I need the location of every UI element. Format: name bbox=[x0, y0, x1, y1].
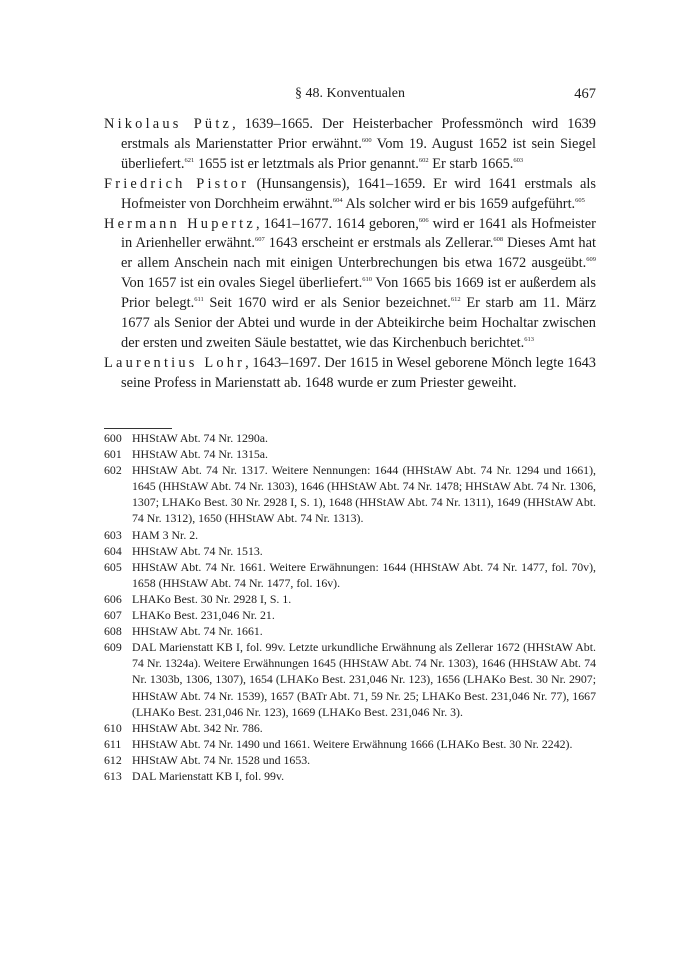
footnote bbox=[104, 736, 596, 752]
footnote bbox=[104, 430, 596, 446]
entry-text: , 1641–1677. 1614 geboren, bbox=[255, 215, 419, 232]
footnote bbox=[104, 527, 596, 543]
entry-text: Er starb 1665. bbox=[428, 155, 514, 172]
entry-text: , 1643–1697. Der 1615 in Wesel geborene Mönch legte 1643 seine Profess in Marienstatt ab. 1648 wurde er zum Priester geweiht. bbox=[121, 354, 596, 391]
footnote-ref: 603 bbox=[513, 156, 524, 164]
footnote-number: 612 bbox=[104, 752, 122, 767]
footnote bbox=[104, 639, 596, 719]
footnote-text: LHAKo Best. 30 Nr. 2928 I, S. 1. bbox=[132, 591, 292, 606]
footnote bbox=[104, 559, 596, 591]
entry-text: Von 1665 bis 1669 ist er außerdem als Prior belegt. bbox=[121, 275, 596, 312]
footnote-text: HHStAW Abt. 74 Nr. 1490 und 1661. Weitere Erwähnung 1666 (LHAKo Best. 30 Nr. 2242). bbox=[132, 736, 573, 751]
footnotes bbox=[104, 430, 596, 784]
footnote-ref: 600 bbox=[361, 136, 372, 144]
footnote-number: 610 bbox=[104, 720, 122, 735]
entry bbox=[104, 354, 596, 394]
footnote bbox=[104, 752, 596, 768]
entry-text: 1655 ist er letztmals als Prior genannt. bbox=[194, 155, 419, 172]
footnote-divider bbox=[104, 428, 172, 429]
footnote-ref: 607 bbox=[255, 236, 265, 244]
entry-text: Seit 1670 wird er als Senior bezeichnet. bbox=[203, 295, 451, 312]
footnote-number: 611 bbox=[104, 736, 122, 751]
footnote-ref: 610 bbox=[362, 276, 372, 284]
entry-text: Vom 19. August 1652 ist sein Siegel überliefert. bbox=[121, 135, 596, 172]
footnote bbox=[104, 768, 596, 784]
footnote-number: 601 bbox=[104, 447, 122, 462]
main-text bbox=[104, 115, 596, 394]
footnote-ref: 611 bbox=[194, 296, 204, 304]
footnote-ref: 602 bbox=[418, 156, 429, 164]
footnote-number: 603 bbox=[104, 527, 122, 542]
footnote-ref: 604 bbox=[332, 196, 343, 204]
entry-text: 1643 erscheint er erstmals als Zellerar. bbox=[264, 235, 494, 252]
footnote-ref: 621 bbox=[184, 156, 195, 164]
entry-name: Laurentius Lohr bbox=[104, 354, 246, 371]
entry-name: Friedrich Pistor bbox=[104, 175, 250, 192]
footnote-ref: 609 bbox=[586, 256, 596, 264]
footnote-ref: 613 bbox=[524, 335, 534, 343]
footnote-text: LHAKo Best. 231,046 Nr. 21. bbox=[132, 608, 275, 623]
footnote bbox=[104, 607, 596, 623]
footnote bbox=[104, 462, 596, 526]
entry-name: Nikolaus Pütz bbox=[104, 116, 233, 132]
footnote bbox=[104, 543, 596, 559]
footnote-number: 606 bbox=[104, 591, 122, 606]
entry-text: , 1639–1665. Der Heisterbacher Professmönch wird 1639 erstmals als Marienstatter Prior erwähnt. bbox=[121, 116, 596, 152]
footnote-text: HHStAW Abt. 74 Nr. 1315a. bbox=[132, 447, 269, 462]
footnote-number: 608 bbox=[104, 624, 122, 639]
entry bbox=[104, 175, 596, 215]
entry-text: wird er 1641 als Hofmeister in Arienheller erwähnt. bbox=[121, 215, 596, 252]
footnote bbox=[104, 591, 596, 607]
footnote-number: 613 bbox=[104, 768, 122, 783]
footnote-text: HHStAW Abt. 74 Nr. 1661. Weitere Erwähnungen: 1644 (HHStAW Abt. 74 Nr. 1477, fol. 70v), 1658 (HHStAW Abt. 74 Nr. 1477, fol. 16v). bbox=[132, 559, 596, 590]
footnote-text: HHStAW Abt. 74 Nr. 1317. Weitere Nennungen: 1644 (HHStAW Abt. 74 Nr. 1294 und 1661), 1645 (HHStAW Abt. 74 Nr. 1303), 1646 (HHStAW Abt. 74 Nr. 1478; HHStAW Abt. 74 Nr. 1306, 1307; LHAKo Best. 30 Nr. 2928 I, S. 1), 1648 (HHStAW Abt. 74 Nr. 1311), 1649 (HHStAW Abt. 74 Nr. 1312), 1650 (HHStAW Abt. 74 Nr. 1313). bbox=[132, 463, 596, 526]
footnote-number: 607 bbox=[104, 608, 122, 623]
entry bbox=[104, 115, 596, 175]
entry-text: Von 1657 ist ein ovales Siegel überliefert. bbox=[121, 275, 363, 292]
footnote-ref: 608 bbox=[493, 236, 504, 244]
entry-text: Er starb am 11. März 1677 als Senior der Abtei und wurde in der Abteikirche beim Hochaltar zwischen der ersten und zweiten Säule bestattet, wie das Kirchenbuch berichtet. bbox=[121, 295, 596, 351]
footnote-ref: 605 bbox=[575, 196, 585, 204]
footnote-number: 602 bbox=[104, 463, 122, 478]
entry bbox=[104, 215, 596, 354]
entry-text: (Hunsangensis), 1641–1659. Er wird 1641 erstmals als Hofmeister von Dorchheim erwähnt. bbox=[121, 175, 596, 212]
entry-text: Dieses Amt hat er allem Anschein nach mit einigen Unterbrechungen bis etwa 1672 ausgeübt. bbox=[121, 235, 596, 272]
section-title: § 48. Konventualen bbox=[294, 86, 406, 101]
footnote-ref: 606 bbox=[418, 216, 429, 224]
footnote bbox=[104, 446, 596, 462]
footnote-text: DAL Marienstatt KB I, fol. 99v. bbox=[132, 768, 285, 783]
entry-name: Hermann Hupertz bbox=[104, 215, 256, 232]
footnote-text: HHStAW Abt. 74 Nr. 1290a. bbox=[132, 431, 269, 445]
footnote-ref: 612 bbox=[450, 296, 461, 304]
footnote-text: HHStAW Abt. 74 Nr. 1661. bbox=[132, 624, 263, 639]
footnote-text: HHStAW Abt. 74 Nr. 1513. bbox=[132, 543, 263, 558]
page-number: 467 bbox=[574, 86, 596, 102]
footnote bbox=[104, 720, 596, 736]
footnote-number: 604 bbox=[104, 543, 122, 558]
footnote-number: 605 bbox=[104, 559, 122, 574]
running-head bbox=[104, 84, 596, 106]
footnote bbox=[104, 623, 596, 639]
entry-text: Als solcher wird er bis 1659 aufgeführt. bbox=[342, 195, 576, 212]
footnote-number: 609 bbox=[104, 640, 122, 655]
footnote-text: HHStAW Abt. 74 Nr. 1528 und 1653. bbox=[132, 752, 311, 767]
footnote-text: HHStAW Abt. 342 Nr. 786. bbox=[132, 720, 263, 735]
footnote-number: 600 bbox=[104, 431, 122, 445]
footnote-text: DAL Marienstatt KB I, fol. 99v. Letzte urkundliche Erwähnung als Zellerar 1672 (HHStAW Abt. 74 Nr. 1324a). Weitere Erwähnungen 1645 (HHStAW Abt. 74 Nr. 1303), 1646 (HHStAW Abt. 74 Nr. 1303b, 1306, 1307), 1654 (LHAKo Best. 231,046 Nr. 123), 1656 (LHAKo Best. 30 Nr. 2907; HHStAW Abt. 74 Nr. 1539), 1657 (BATr Abt. 71, 59 Nr. 25; LHAKo Best. 231,046 Nr. 77), 1667 (LHAKo Best. 231,046 Nr. 123), 1669 (LHAKo Best. 231,046 Nr. 3). bbox=[132, 640, 596, 719]
footnote-text: HAM 3 Nr. 2. bbox=[132, 527, 199, 542]
